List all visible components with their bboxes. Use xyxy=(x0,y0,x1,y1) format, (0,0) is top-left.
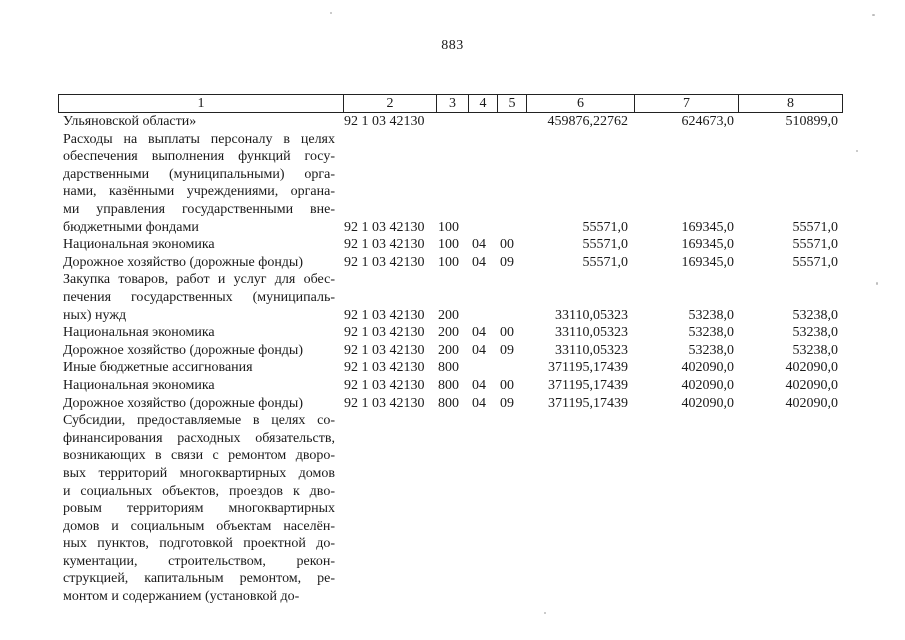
row-value-8: 55571,0 xyxy=(792,237,838,253)
row-section xyxy=(472,307,498,325)
row-value-6: 55571,0 xyxy=(582,237,628,253)
row-section: 04 xyxy=(472,325,486,341)
description-line: Субсидии, предоставляемые в целях со- xyxy=(63,413,335,429)
row-code: 92 1 03 42130 xyxy=(344,342,425,358)
description-line: обеспечения выполнения функций госу- xyxy=(63,149,335,165)
row-expense-type: 800 xyxy=(438,395,459,411)
row-subsection: 00 xyxy=(500,377,514,393)
column-header-5: 5 xyxy=(498,95,527,112)
description-line: Дорожное хозяйство (дорожные фонды) xyxy=(63,254,304,270)
row-code: 92 1 03 42130 xyxy=(344,114,425,129)
row-description xyxy=(63,395,335,413)
column-header-1: 1 xyxy=(59,95,344,112)
column-header-8: 8 xyxy=(787,96,794,111)
row-expense-type: 100 xyxy=(438,219,459,235)
row-value-6: 33110,05323 xyxy=(555,342,628,358)
description-line: кументации, строительством, рекон- xyxy=(63,553,335,569)
row-expense-type: 100 xyxy=(438,254,459,270)
row-value-6: 55571,0 xyxy=(582,254,628,270)
row-value-8: 53238,0 xyxy=(792,325,838,341)
description-line: печения государственных (муниципаль- xyxy=(63,289,335,305)
description-line: Национальная экономика xyxy=(63,325,215,341)
row-subsection: 09 xyxy=(500,254,514,270)
scan-speck xyxy=(876,282,878,285)
description-line: и социальных объектов, проездов к дво- xyxy=(63,483,335,499)
row-expense-type: 800 xyxy=(438,360,459,376)
row-value-8: 53238,0 xyxy=(792,342,838,358)
row-value-7: 169345,0 xyxy=(681,254,734,270)
table-row xyxy=(0,236,905,254)
description-line: ных) нужд xyxy=(63,307,127,323)
description-line: возникающих в связи с ремонтом дворо- xyxy=(63,448,335,464)
table-row xyxy=(0,254,905,272)
row-subsection: 00 xyxy=(500,237,514,253)
table-row xyxy=(0,113,905,131)
scan-speck xyxy=(544,612,546,614)
row-code: 92 1 03 42130 xyxy=(344,307,425,323)
row-value-7 xyxy=(630,588,734,606)
row-code: 92 1 03 42130 xyxy=(344,360,425,376)
table-header-row xyxy=(58,94,843,113)
description-line: струкцией, капитальным ремонтом, ре- xyxy=(63,571,335,587)
description-line: ных пунктов, подготовкой проектной до- xyxy=(63,536,335,552)
row-value-7: 624673,0 xyxy=(681,114,734,129)
row-expense-type: 100 xyxy=(438,237,459,253)
row-code: 92 1 03 42130 xyxy=(344,254,425,270)
description-line: Расходы на выплаты персоналу в целях xyxy=(63,131,335,147)
row-description xyxy=(63,113,335,131)
row-description xyxy=(63,342,335,360)
description-line: Национальная экономика xyxy=(63,377,215,393)
row-value-6: 55571,0 xyxy=(582,219,628,235)
table-row xyxy=(0,324,905,342)
row-description xyxy=(63,254,335,272)
row-expense-type xyxy=(438,113,468,131)
row-section: 04 xyxy=(472,395,486,411)
row-value-7: 53238,0 xyxy=(688,307,734,323)
table-row xyxy=(0,342,905,360)
column-header-2: 2 xyxy=(344,95,437,112)
description-line: ми управления государственными вне- xyxy=(63,201,335,217)
row-description xyxy=(63,324,335,342)
row-value-6: 459876,22762 xyxy=(547,114,628,129)
row-value-8: 402090,0 xyxy=(785,360,838,376)
description-line: дарственными (муниципальными) орга- xyxy=(63,166,335,182)
table-row xyxy=(0,395,905,413)
row-value-8: 402090,0 xyxy=(785,395,838,411)
description-line: Национальная экономика xyxy=(63,237,215,253)
description-line: Ульяновской области» xyxy=(63,114,197,129)
row-value-7: 53238,0 xyxy=(688,325,734,341)
row-value-7: 402090,0 xyxy=(681,360,734,376)
row-code: 92 1 03 42130 xyxy=(344,237,425,253)
row-subsection: 09 xyxy=(500,395,514,411)
description-line: монтом и содержанием (установкой до- xyxy=(63,589,300,605)
row-subsection: 09 xyxy=(500,342,514,358)
row-value-6 xyxy=(520,588,628,606)
description-line: нами, казёнными учреждениями, органа- xyxy=(63,184,335,200)
row-description xyxy=(63,271,335,324)
row-expense-type: 200 xyxy=(438,307,459,323)
row-value-8: 402090,0 xyxy=(785,377,838,393)
row-value-8: 55571,0 xyxy=(792,219,838,235)
table-row xyxy=(0,412,905,606)
description-line: ровым территориям многоквартирных xyxy=(63,501,335,517)
column-header-7: 7 xyxy=(635,95,739,112)
column-header-4: 4 xyxy=(469,95,498,112)
row-expense-type: 200 xyxy=(438,342,459,358)
row-value-7: 169345,0 xyxy=(681,219,734,235)
table-row xyxy=(0,377,905,395)
row-description xyxy=(63,236,335,254)
row-code xyxy=(344,588,436,606)
row-value-6: 371195,17439 xyxy=(548,377,628,393)
row-expense-type: 200 xyxy=(438,325,459,341)
description-line: бюджетными фондами xyxy=(63,219,199,235)
row-code: 92 1 03 42130 xyxy=(344,325,425,341)
row-code: 92 1 03 42130 xyxy=(344,219,425,235)
table-row xyxy=(0,359,905,377)
row-value-8: 55571,0 xyxy=(792,254,838,270)
row-section: 04 xyxy=(472,377,486,393)
description-line: вых территорий многоквартирных домов xyxy=(63,465,335,481)
description-line: Иные бюджетные ассигнования xyxy=(63,360,253,376)
table-row xyxy=(0,131,905,237)
row-value-8: 510899,0 xyxy=(785,114,838,129)
column-header-3: 3 xyxy=(437,95,469,112)
row-expense-type xyxy=(438,588,468,606)
column-header-6: 6 xyxy=(527,95,635,112)
row-section xyxy=(472,588,498,606)
row-value-7: 402090,0 xyxy=(681,377,734,393)
description-line: финансирования расходных обязательств, xyxy=(63,430,335,446)
row-section: 04 xyxy=(472,254,486,270)
scan-speck xyxy=(856,150,858,152)
row-value-8: 53238,0 xyxy=(792,307,838,323)
table-body xyxy=(0,113,905,606)
row-value-7: 169345,0 xyxy=(681,237,734,253)
row-code: 92 1 03 42130 xyxy=(344,395,425,411)
row-value-8 xyxy=(740,588,838,606)
row-section xyxy=(472,219,498,237)
table-row xyxy=(0,271,905,324)
row-value-6: 371195,17439 xyxy=(548,395,628,411)
row-description xyxy=(63,412,335,606)
description-line: Дорожное хозяйство (дорожные фонды) xyxy=(63,342,304,358)
page-number: 883 xyxy=(441,38,464,53)
scan-speck xyxy=(330,12,332,14)
row-section xyxy=(472,113,498,131)
row-value-7: 402090,0 xyxy=(681,395,734,411)
row-section xyxy=(472,359,498,377)
row-code: 92 1 03 42130 xyxy=(344,377,425,393)
description-line: Закупка товаров, работ и услуг для обес- xyxy=(63,272,335,288)
scan-speck xyxy=(872,14,875,16)
description-line: домов и социальным объектам населён- xyxy=(63,518,335,534)
row-section: 04 xyxy=(472,237,486,253)
row-section: 04 xyxy=(472,342,486,358)
row-value-7: 53238,0 xyxy=(688,342,734,358)
row-value-6: 33110,05323 xyxy=(555,325,628,341)
row-subsection: 00 xyxy=(500,325,514,341)
row-description xyxy=(63,377,335,395)
row-expense-type: 800 xyxy=(438,377,459,393)
description-line: Дорожное хозяйство (дорожные фонды) xyxy=(63,395,304,411)
row-value-6: 371195,17439 xyxy=(548,360,628,376)
row-value-6: 33110,05323 xyxy=(555,307,628,323)
row-description xyxy=(63,359,335,377)
row-description xyxy=(63,131,335,237)
